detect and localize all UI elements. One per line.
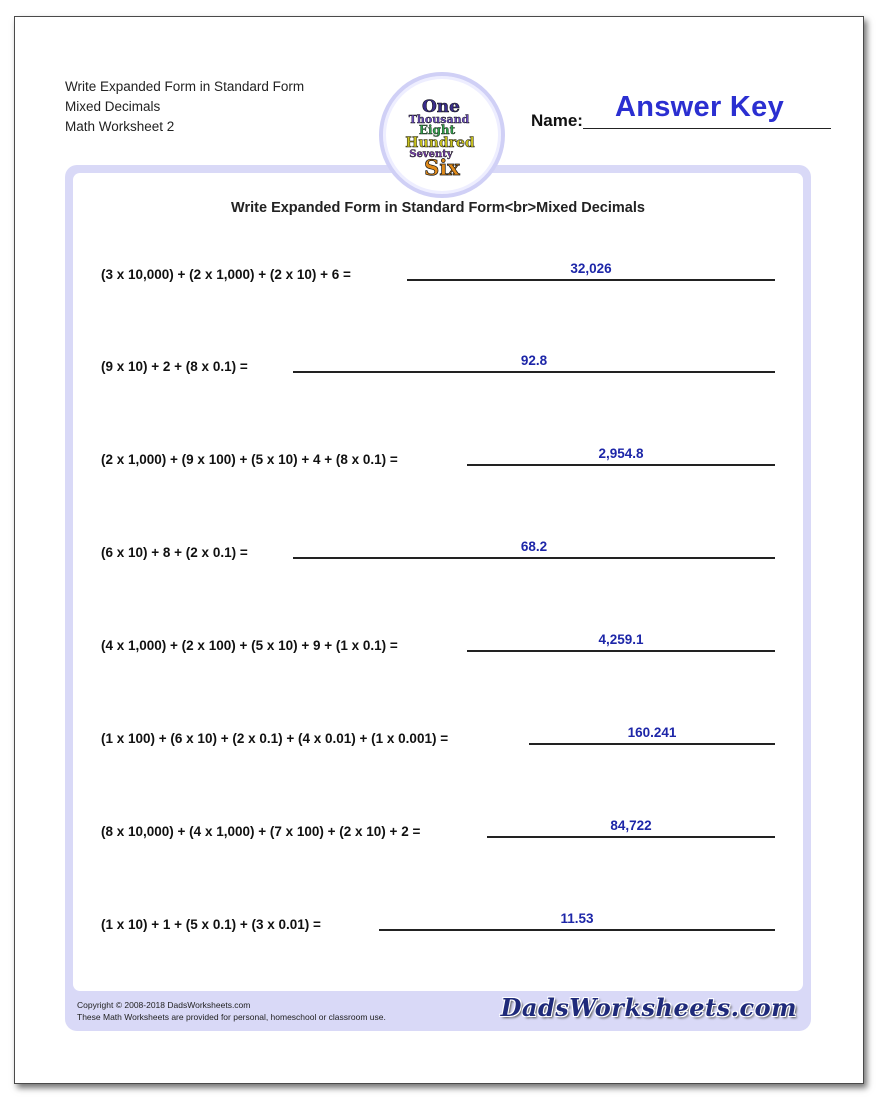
answer-line [487,836,775,838]
problem-row [101,911,775,947]
footer-copyright: Copyright © 2008-2018 DadsWorksheets.com [77,1000,251,1010]
problem-expression: (9 x 10) + 2 + (8 x 0.1) = [101,359,248,374]
footer-notice: These Math Worksheets are provided for personal, homeschool or classroom use. [77,1012,386,1022]
name-field [531,91,833,131]
dadsworksheets-logo[interactable]: DadsWorksheets.com [500,993,797,1022]
logo-word-thousand: Thousand [408,113,470,126]
answer-line [379,929,775,931]
answer-line [407,279,775,281]
problem-answer: 160.241 [627,725,677,740]
name-label: Name: [531,111,583,130]
problem-row [101,632,775,668]
number-words-logo [379,72,505,198]
logo-word-eight: Eight [418,123,456,137]
problem-row [101,539,775,575]
problem-expression: (6 x 10) + 8 + (2 x 0.1) = [101,545,248,560]
problem-answer: 92.8 [520,353,548,368]
logo-word-seventy: Seventy [409,149,453,160]
problem-answer: 68.2 [520,539,548,554]
answer-line [293,557,775,559]
problem-answer: 2,954.8 [598,446,644,461]
problem-expression: (3 x 10,000) + (2 x 1,000) + (2 x 10) + 6 = [101,267,351,282]
logo-graphic [383,76,501,194]
footer-copyright-block [77,999,386,1023]
problem-row [101,446,775,482]
worksheet-frame [65,165,811,1031]
problem-expression: (4 x 1,000) + (2 x 100) + (5 x 10) + 9 + (1 x 0.1) = [101,638,398,653]
header-worksheet-number: Math Worksheet 2 [65,119,175,134]
name-underline [583,128,831,129]
problem-expression: (8 x 10,000) + (4 x 1,000) + (7 x 100) + (2 x 10) + 2 = [101,824,421,839]
problem-row [101,261,775,297]
header-subtitle: Mixed Decimals [65,99,161,114]
worksheet-header [65,77,304,137]
problem-expression: (1 x 10) + 1 + (5 x 0.1) + (3 x 0.01) = [101,917,321,932]
answer-line [467,650,775,652]
problem-row [101,818,775,854]
problem-answer: 84,722 [610,818,652,833]
answer-key-label: Answer Key [615,91,785,123]
problem-row [101,353,775,389]
problem-answer: 32,026 [570,261,612,276]
problem-answer: 4,259.1 [598,632,644,647]
problem-row [101,725,775,761]
problem-answer: 11.53 [560,911,594,926]
logo-word-hundred: Hundred [405,135,475,151]
answer-line [293,371,775,373]
logo-word-one: One [422,97,460,117]
header-title: Write Expanded Form in Standard Form [65,79,305,94]
worksheet-title: Write Expanded Form in Standard Form<br>Mixed Decimals [231,200,645,216]
logo-word-six: Six [424,155,460,180]
answer-line [529,743,775,745]
problem-expression: (1 x 100) + (6 x 10) + (2 x 0.1) + (4 x 0.01) + (1 x 0.001) = [101,731,449,746]
worksheet-content [73,173,803,991]
problem-expression: (2 x 1,000) + (9 x 100) + (5 x 10) + 4 + (8 x 0.1) = [101,452,398,467]
worksheet-page [14,16,864,1084]
answer-line [467,464,775,466]
